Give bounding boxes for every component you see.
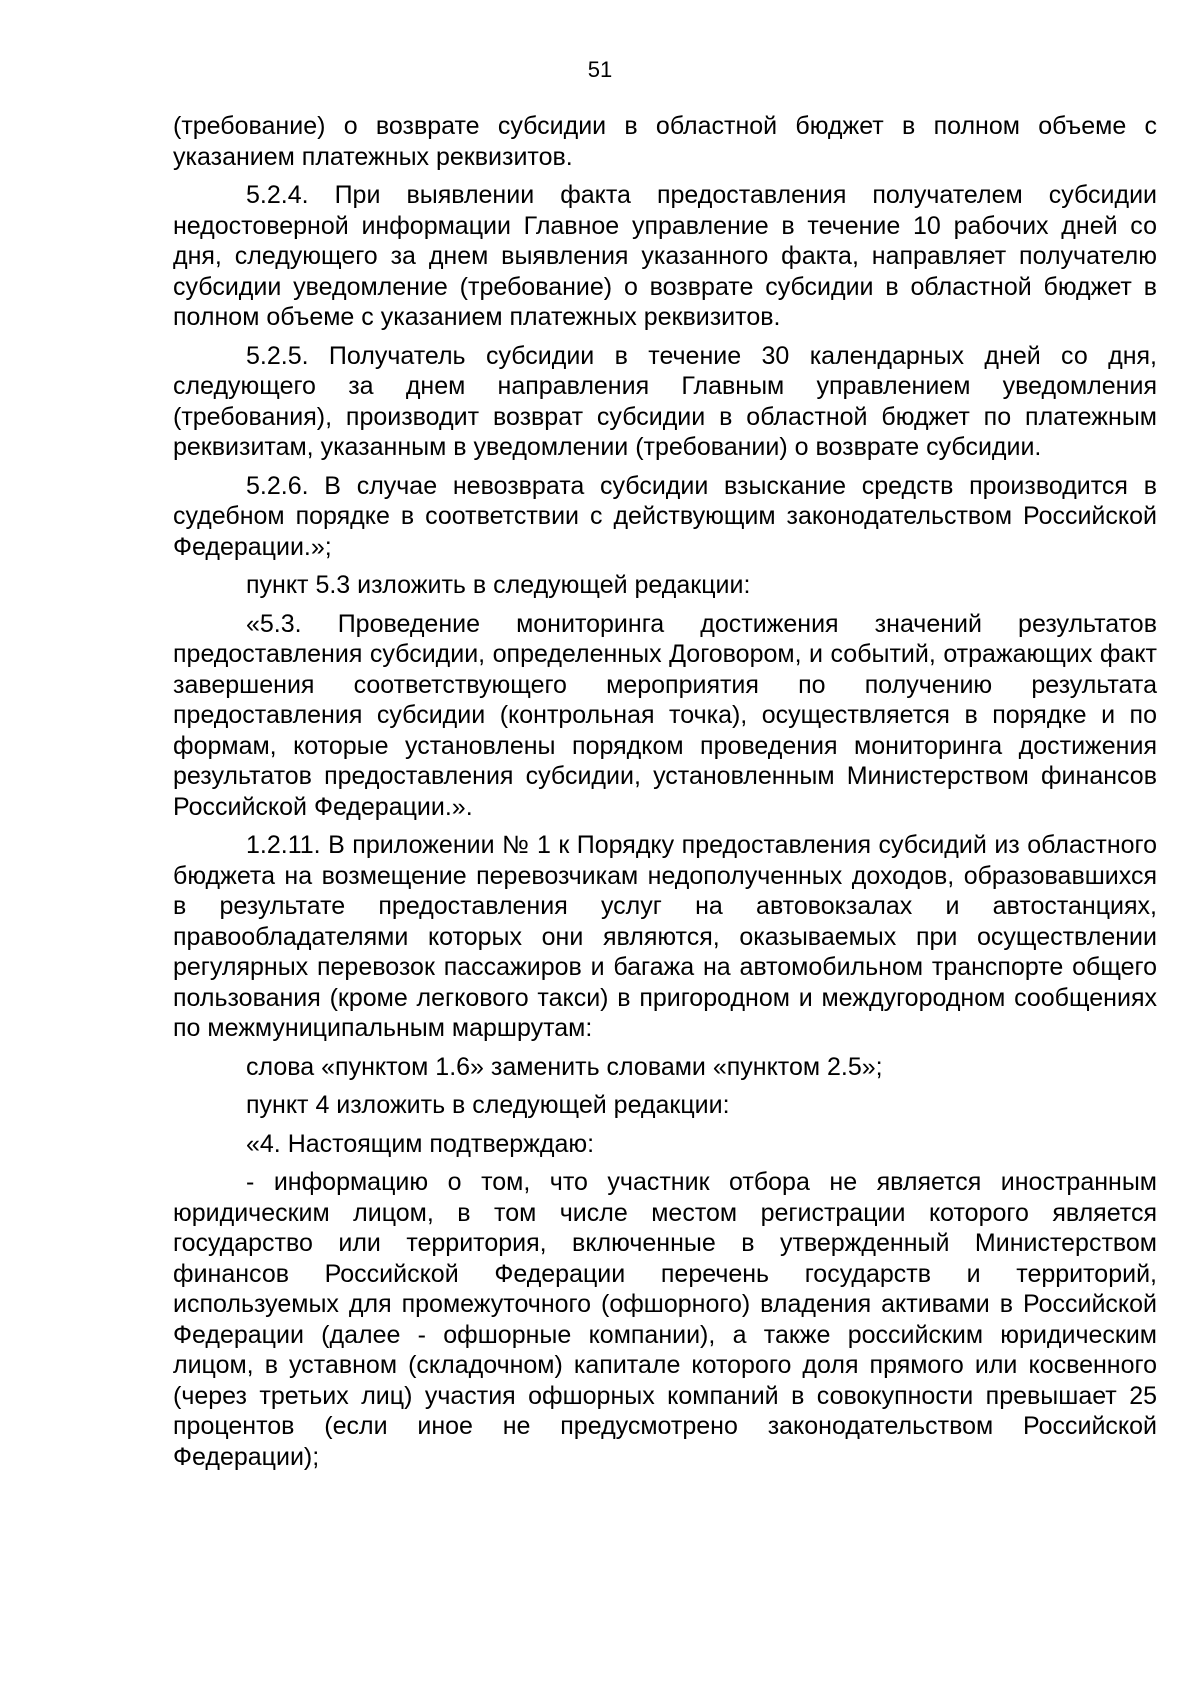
paragraph-5-2-5: 5.2.5. Получатель субсидии в течение 30 календарных дней со дня, следующего за днем направления Главным управлением уведомления (требования), производит возврат субсидии в областной бюджет по платежным реквизитам, указанным в уведомлении (требовании) о возврате субсидии. xyxy=(173,341,1157,461)
paragraph-1-2-11: 1.2.11. В приложении № 1 к Порядку предоставления субсидий из областного бюджета на возмещение перевозчикам недополученных доходов, образовавшихся в результате предоставления услуг на автовокзалах и автостанциях, правообладателями которых они являются, оказываемых при осуществлении регулярных перевозок пассажиров и багажа на автомобильном транспорте общего пользования (кроме легкового такси) в пригородном и междугородном сообщениях по межмуниципальным маршрутам: xyxy=(173,831,1157,1042)
paragraph-5-3: «5.3. Проведение мониторинга достижения значений результатов предоставления субсидии, определенных Договором, и событий, отражающих факт завершения соответствующего мероприятия по получению результата предоставления субсидии (контрольная точка), осуществляется в порядке и по формам, которые установлены порядком проведения мониторинга достижения результатов предоставления субсидии, установленным Министерством финансов Российской Федерации.». xyxy=(173,609,1157,821)
paragraph-continuation: (требование) о возврате субсидии в областной бюджет в полном объеме с указанием платежных реквизитов. xyxy=(173,112,1157,171)
paragraph-replace-words: слова «пунктом 1.6» заменить словами «пунктом 2.5»; xyxy=(246,1052,883,1081)
paragraph-5-2-4: 5.2.4. При выявлении факта предоставления получателем субсидии недостоверной информации Главное управление в течение 10 рабочих дней со дня, следующего за днем выявления указанного факта, направляет получателю субсидии уведомление (требование) о возврате субсидии в областной бюджет в полном объеме с указанием платежных реквизитов. xyxy=(173,181,1157,331)
paragraph-4-confirm: «4. Настоящим подтверждаю: xyxy=(246,1129,595,1158)
page-number: 51 xyxy=(587,57,613,82)
paragraph-amend-4: пункт 4 изложить в следующей редакции: xyxy=(246,1091,730,1119)
paragraph-5-2-6: 5.2.6. В случае невозврата субсидии взыскание средств производится в судебном порядке в соответствии с действующим законодательством Российской Федерации.»; xyxy=(173,471,1157,561)
paragraph-offshore-info: - информацию о том, что участник отбора не является иностранным юридическим лицом, в том числе местом регистрации которого является государство или территория, включенные в утвержденный Министерством финансов Российской Федерации перечень государств и территорий, используемых для промежуточного (офшорного) владения активами в Российской Федерации (далее - офшорные компании), а также российским юридическим лицом, в уставном (складочном) капитале которого доля прямого или косвенного (через третьих лиц) участия офшорных компаний в совокупности превышает 25 процентов (если иное не предусмотрено законодательством Российской Федерации); xyxy=(173,1168,1157,1471)
document-body xyxy=(173,111,1157,1480)
paragraph-amend-5-3: пункт 5.3 изложить в следующей редакции: xyxy=(246,571,751,599)
